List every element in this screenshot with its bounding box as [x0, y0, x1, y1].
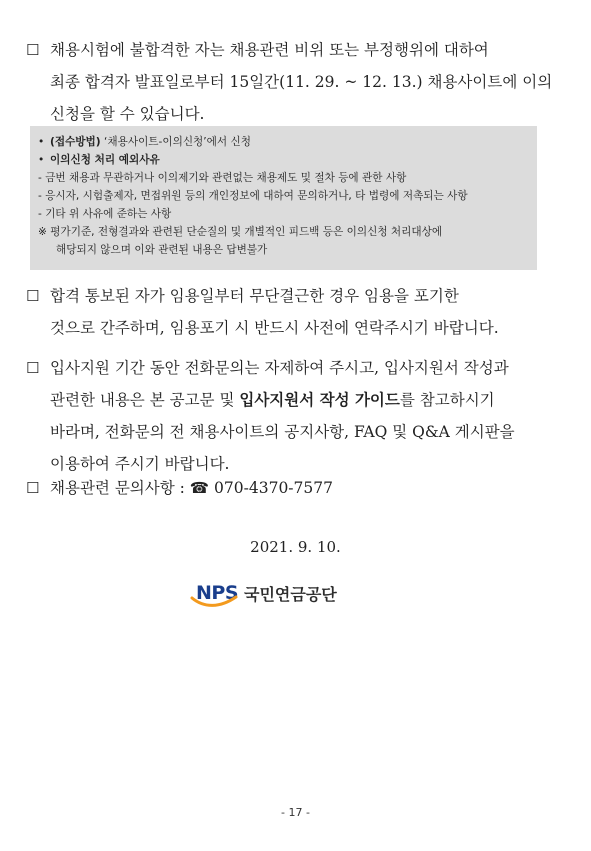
contact-label: 채용관련 문의사항 :: [50, 479, 190, 497]
page-number: - 17 -: [281, 806, 310, 819]
text-line: 입사지원 기간 동안 전화문의는 자제하여 주시고, 입사지원서 작성과: [50, 359, 509, 377]
appointment-paragraph: [26, 280, 546, 344]
application-guide-emphasis: 입사지원서 작성 가이드: [239, 391, 400, 409]
notice-method-row: • (접수방법) ‘채용사이트-이의신청’에서 신청: [38, 136, 251, 148]
notice-exception-title: • 이의신청 처리 예외사유: [38, 154, 160, 166]
text-line: 관련한 내용은 본 공고문 및 입사지원서 작성 가이드를 참고하시기: [50, 391, 495, 409]
phone-icon: ☎: [189, 479, 210, 497]
checkbox-mark: ☐: [26, 41, 40, 59]
notice-note: ※ 평가기준, 전형결과와 관련된 단순질의 및 개별적인 피드백 등은 이의신청 처리대상에: [38, 226, 443, 238]
inquiry-paragraph: [26, 352, 546, 480]
checkbox-mark: ☐: [26, 287, 40, 305]
text-line: 최종 합격자 발표일로부터 15일간(11. 29. ~ 12. 13.) 채용사이트에 이의: [50, 73, 553, 91]
notice-item: - 기타 위 사유에 준하는 사항: [38, 208, 172, 220]
method-text: ‘채용사이트-이의신청’에서 신청: [104, 136, 251, 148]
objection-notice-box: [30, 126, 537, 270]
checkbox-mark: ☐: [26, 479, 40, 497]
nps-logo: [196, 578, 337, 608]
org-name: 국민연금공단: [244, 584, 337, 604]
contact-paragraph: [26, 472, 546, 504]
method-label: (접수방법): [50, 136, 101, 148]
announcement-date: 2021. 9. 10.: [250, 538, 341, 556]
checkbox-mark: ☐: [26, 359, 40, 377]
text-line: 합격 통보된 자가 임용일부터 무단결근한 경우 임용을 포기한: [50, 287, 459, 305]
text-line: 신청을 할 수 있습니다.: [50, 105, 205, 123]
phone-number: 070-4370-7577: [209, 479, 333, 497]
nps-logo-mark: NPS: [196, 582, 238, 604]
text-line: 바라며, 전화문의 전 채용사이트의 공지사항, FAQ 및 Q&A 게시판을: [50, 423, 515, 441]
text-line: 채용시험에 불합격한 자는 채용관련 비위 또는 부정행위에 대하여: [50, 41, 489, 59]
text-line: 이용하여 주시기 바랍니다.: [50, 455, 230, 473]
logo-swoosh-icon: [190, 594, 238, 608]
notice-item: - 금번 채용과 무관하거나 이의제기와 관련없는 채용제도 및 절차 등에 관한 사항: [38, 172, 407, 184]
notice-note-continued: 해당되지 않으며 이와 관련된 내용은 답변불가: [56, 244, 268, 256]
objection-paragraph: [26, 34, 553, 130]
notice-item: - 응시자, 시험출제자, 면접위원 등의 개인정보에 대하여 문의하거나, 타 법령에 저촉되는 사항: [38, 190, 468, 202]
contact-line: [26, 472, 546, 504]
text-line: 것으로 간주하며, 임용포기 시 반드시 사전에 연락주시기 바랍니다.: [50, 319, 499, 337]
